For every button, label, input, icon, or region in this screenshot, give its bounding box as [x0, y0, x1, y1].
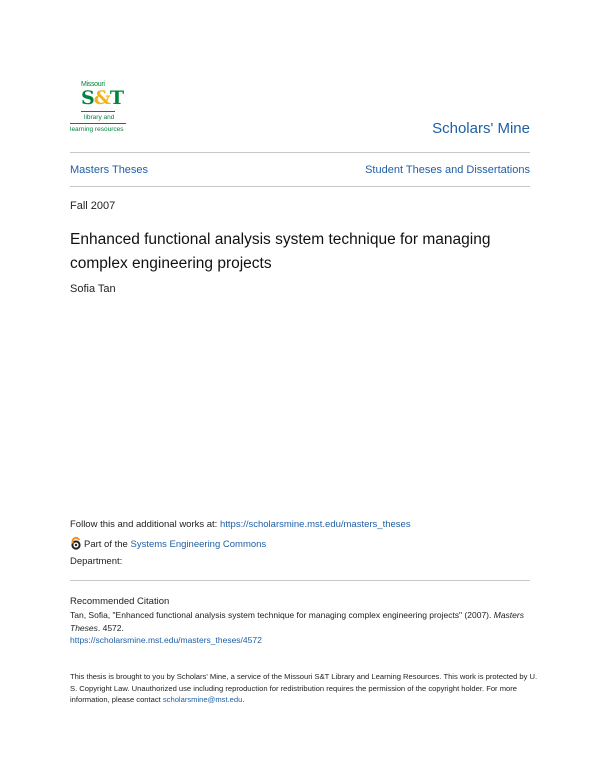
- rights-notice: This thesis is brought to you by Scholars' Mine, a service of the Missouri S&T Library and Learning Resources. This work is protected by U. S. Copyright Law. Unauthorized use including reproduction for redistribution requires the permission of the copyright holder. For more information, please contact scholarsmine@mst.edu.: [70, 672, 538, 704]
- citation-text: Tan, Sofia, "Enhanced functional analysis system technique for managing complex engineering projects" (2007). Masters Theses. 4572. https://scholarsmine.mst.edu/masters_theses/4572: [70, 610, 524, 645]
- logo-top-text: Missouri: [81, 81, 105, 88]
- follow-line: [70, 519, 411, 530]
- follow-url-link[interactable]: https://scholarsmine.mst.edu/masters_theses: [219, 519, 411, 530]
- university-logo: [70, 81, 126, 137]
- divider: [70, 580, 530, 581]
- open-access-icon: [70, 537, 82, 550]
- collection-link[interactable]: Student Theses and Dissertations: [365, 164, 530, 176]
- author-name: Sofia Tan: [70, 283, 116, 295]
- citation-url-link[interactable]: https://scholarsmine.mst.edu/masters_theses/4572: [70, 635, 262, 645]
- citation-series: Masters Theses: [70, 610, 524, 633]
- logo-line1: library and: [84, 114, 115, 121]
- part-of-line: [70, 537, 266, 550]
- citation-heading: Recommended Citation: [70, 596, 170, 607]
- commons-link[interactable]: Systems Engineering Commons: [130, 539, 267, 550]
- document-title: Enhanced functional analysis system technique for managing complex engineering projects: [70, 231, 491, 272]
- divider: [70, 152, 530, 153]
- series-link[interactable]: Masters Theses: [70, 164, 149, 176]
- repository-name-link[interactable]: Scholars' Mine: [432, 120, 530, 137]
- divider: [70, 186, 530, 187]
- logo-line2: learning resources: [70, 126, 124, 133]
- department-label: Department:: [70, 556, 123, 567]
- logo-mark: S&T: [81, 87, 124, 109]
- publication-date: Fall 2007: [70, 200, 116, 212]
- follow-prefix: Follow this and additional works at:: [70, 519, 220, 530]
- part-of-prefix: Part of the: [84, 539, 131, 550]
- contact-email-link[interactable]: scholarsmine@mst.edu: [162, 695, 243, 704]
